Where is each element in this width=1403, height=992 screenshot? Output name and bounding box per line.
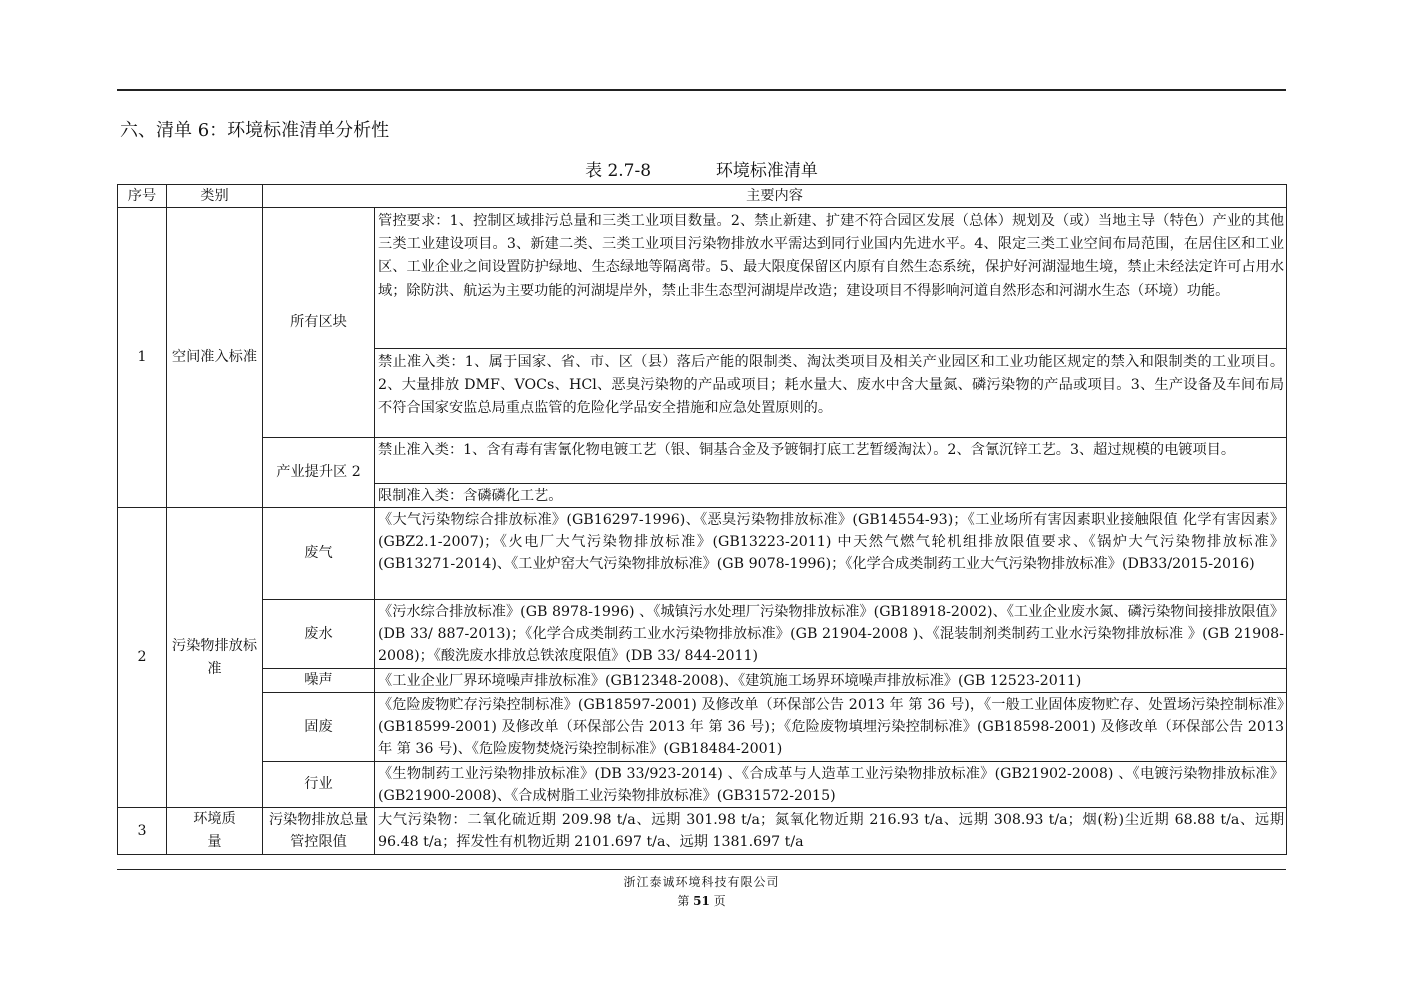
row-no: 2: [118, 508, 167, 808]
header-rule: [117, 89, 1286, 91]
row-content: 《危险废物贮存污染控制标准》(GB18597-2001) 及修改单（环保部公告 2013 年 第 36 号)，《一般工业固体废物贮存、处置场污染控制标准》(GB18599-2001) 及修改单（环保部公告 2013 年 第 36 号)；《危险废物填埋污染控制标准》(GB18598-2001) 及修改单（环保部公告 2013 年 第 36 号)、《危险废物焚烧污染控制标准》(GB18484-2001): [375, 693, 1287, 762]
footer-page-number: [0, 893, 1403, 909]
page-number: 51: [693, 894, 710, 908]
table-header-row: [118, 185, 1287, 208]
page-prefix: 第: [677, 894, 694, 908]
row-subcategory: 污染物排放总量管控限值: [263, 808, 375, 855]
footer-company: 浙江泰诚环境科技有限公司: [623, 875, 780, 889]
table-row: [118, 208, 1287, 349]
row-content: 大气污染物：二氧化硫近期 209.98 t/a、远期 301.98 t/a；氮氧化物近期 216.93 t/a、远期 308.93 t/a；烟(粉)尘近期 68.88 t/a、远期 96.48 t/a；挥发性有机物近期 2101.697 t/a、远期 1381.697 t/a: [375, 808, 1287, 855]
table-row: [118, 808, 1287, 855]
row-content: 《大气污染物综合排放标准》(GB16297-1996)、《恶臭污染物排放标准》(GB14554-93)；《工业场所有害因素职业接触限值 化学有害因素》(GBZ2.1-2007)；《火电厂大气污染物排放标准》(GB13223-2011) 中天然气燃气轮机组排放限值要求、《锅炉大气污染物排放标准》(GB13271-2014)、《工业炉窑大气污染物排放标准》(GB 9078-1996)；《化学合成类制药工业大气污染物排放标准》(DB33/2015-2016): [375, 508, 1287, 600]
row-content: 禁止准入类：1、含有毒有害氰化物电镀工艺（银、铜基合金及予镀铜打底工艺暂缓淘汰）。2、含氰沉锌工艺。3、超过规模的电镀项目。: [375, 438, 1287, 484]
row-content: 限制准入类：含磷磷化工艺。: [375, 484, 1287, 508]
row-content: 管控要求：1、控制区域排污总量和三类工业项目数量。2、禁止新建、扩建不符合园区发展（总体）规划及（或）当地主导（特色）产业的其他三类工业建设项目。3、新建二类、三类工业项目污染物排放水平需达到同行业国内先进水平。4、限定三类工业空间布局范围，在居住区和工业区、工业企业之间设置防护绿地、生态绿地等隔离带。5、最大限度保留区内原有自然生态系统，保护好河湖湿地生境，禁止未经法定许可占用水域；除防洪、航运为主要功能的河湖堤岸外，禁止非生态型河湖堤岸改造；建设项目不得影响河道自然形态和河湖水生态（环境）功能。: [375, 208, 1287, 349]
section-title: 六、清单 6：环境标准清单分析性: [120, 120, 390, 141]
row-content: 《工业企业厂界环境噪声排放标准》(GB12348-2008)、《建筑施工场界环境噪声排放标准》(GB 12523-2011): [375, 669, 1287, 693]
page-suffix: 页: [709, 894, 726, 908]
table-row: [118, 762, 1287, 808]
standards-table: [117, 184, 1287, 855]
table-row: [118, 508, 1287, 600]
header-content: 主要内容: [263, 185, 1287, 208]
row-no: 1: [118, 208, 167, 508]
row-subcategory: 固废: [263, 693, 375, 762]
table-title: 环境标准清单: [715, 161, 818, 181]
row-subcategory: 所有区块: [263, 208, 375, 438]
row-subcategory: 噪声: [263, 669, 375, 693]
table-row: [118, 600, 1287, 669]
header-category: 类别: [167, 185, 263, 208]
row-category: 环境质量: [167, 808, 263, 855]
row-subcategory: 废气: [263, 508, 375, 600]
footer-rule: [117, 869, 1286, 870]
row-subcategory: 行业: [263, 762, 375, 808]
row-subcategory: 废水: [263, 600, 375, 669]
table-row: [118, 669, 1287, 693]
row-subcategory: 产业提升区 2: [263, 438, 375, 508]
row-content: 《污水综合排放标准》(GB 8978-1996) 、《城镇污水处理厂污染物排放标准》(GB18918-2002)、《工业企业废水氮、磷污染物间接排放限值》(DB 33/ 887-2013)；《化学合成类制药工业水污染物排放标准》(GB 21904-2008 )、《混装制剂类制药工业水污染物排放标准 》(GB 21908-2008)；《酸洗废水排放总铁浓度限值》(DB 33/ 844-2011): [375, 600, 1287, 669]
row-content: 禁止准入类：1、属于国家、省、市、区（县）落后产能的限制类、淘汰类项目及相关产业园区和工业功能区规定的禁入和限制类的工业项目。2、大量排放 DMF、VOCs、HCl、恶臭污染物的产品或项目；耗水量大、废水中含大量氮、磷污染物的产品或项目。3、生产设备及车间布局不符合国家安监总局重点监管的危险化学品安全措施和应急处置原则的。: [375, 349, 1287, 438]
row-category: 空间准入标准: [167, 208, 263, 508]
header-no: 序号: [118, 185, 167, 208]
row-content: 《生物制药工业污染物排放标准》(DB 33/923-2014) 、《合成革与人造革工业污染物排放标准》(GB21902-2008) 、《电镀污染物排放标准》(GB21900-2008)、《合成树脂工业污染物排放标准》(GB31572-2015): [375, 762, 1287, 808]
row-no: 3: [118, 808, 167, 855]
table-row: [118, 438, 1287, 484]
table-caption: [117, 159, 1286, 183]
row-category: 污染物排放标准: [167, 508, 263, 808]
table-row: [118, 693, 1287, 762]
table-number: 表 2.7-8: [585, 161, 652, 181]
